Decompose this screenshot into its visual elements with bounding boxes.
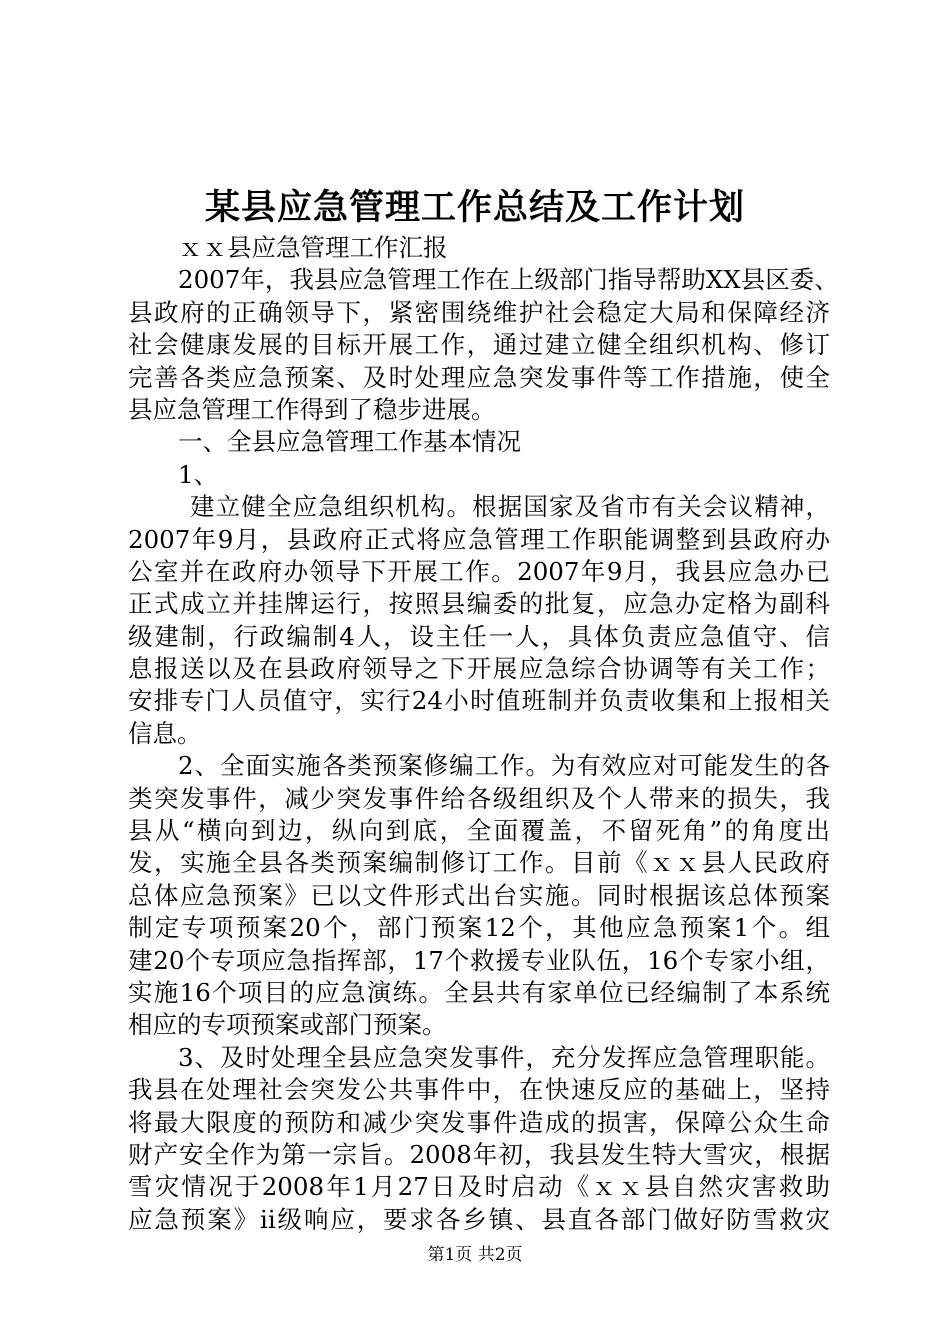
document-title: 某县应急管理工作总结及工作计划 [204,187,745,228]
paragraph-line: 发，实施全县各类预案编制修订工作。目前《ｘｘ县人民政府 [128,848,830,878]
paragraph-line: 级建制，行政编制4人，设主任一人，具体负责应急值守、信 [128,621,830,651]
paragraph-line: 2007年，我县应急管理工作在上级部门指导帮助XX县区委、 [178,265,839,295]
paragraph-line: 完善各类应急预案、及时处理应急突发事件等工作措施，使全 [128,362,830,392]
paragraph-line: 制定专项预案20个，部门预案12个，其他应急预案1个。组 [128,913,830,943]
paragraph-line: 信息。 [128,718,202,748]
paragraph-line: 建20个专项应急指挥部，17个救援专业队伍，16个专家小组， [128,945,830,975]
paragraph-line: 应急预案》ii级响应，要求各乡镇、县直各部门做好防雪救灾 [128,1204,830,1234]
paragraph-line: 相应的专项预案或部门预案。 [128,1010,447,1040]
document-body [128,232,839,1236]
paragraph-line: 社会健康发展的目标开展工作，通过建立健全组织机构、修订 [128,330,830,360]
paragraph-line: 雪灾情况于2008年1月27日及时启动《ｘｘ县自然灾害救助 [128,1172,830,1202]
paragraph-line: 总体应急预案》已以文件形式出台实施。同时根据该总体预案 [128,880,830,910]
paragraph-line: 2、全面实施各类预案修编工作。为有效应对可能发生的各 [178,751,830,781]
paragraph-line: 公室并在政府办领导下开展工作。2007年9月，我县应急办已 [128,556,830,586]
paragraph-line: 正式成立并挂牌运行，按照县编委的批复，应急办定格为副科 [128,589,830,619]
paragraph-line: 财产安全作为第一宗旨。2008年初，我县发生特大雪灾，根据 [128,1139,830,1169]
paragraph-line: 县从“横向到边，纵向到底，全面覆盖，不留死角”的角度出 [128,816,830,846]
paragraph-line: 将最大限度的预防和减少突发事件造成的损害，保障公众生命 [128,1107,830,1137]
paragraph-line: 息报送以及在县政府领导之下开展应急综合协调等有关工作； [128,654,830,684]
paragraph-line: 我县在处理社会突发公共事件中，在快速反应的基础上，坚持 [128,1075,830,1105]
paragraph-line: 县政府的正确领导下，紧密围绕维护社会稳定大局和保障经济 [128,297,830,327]
paragraph-line: 2007年9月，县政府正式将应急管理工作职能调整到县政府办 [128,524,830,554]
report-subtitle-line: ｘｘ县应急管理工作汇报 [178,233,448,262]
paragraph-line: 安排专门人员值守，实行24小时值班制并负责收集和上报相关 [128,686,830,716]
item-number-line: 1、 [178,459,219,489]
page-footer: 第1页 共2页 [427,1245,523,1265]
paragraph-line: 建立健全应急组织机构。根据国家及省市有关会议精神， [190,492,830,522]
paragraph-line: 县应急管理工作得到了稳步进展。 [128,394,496,424]
paragraph-line: 3、及时处理全县应急突发事件，充分发挥应急管理职能。 [178,1042,830,1072]
section-heading: 一、全县应急管理工作基本情况 [178,427,521,457]
paragraph-line: 类突发事件，减少突发事件给各级组织及个人带来的损失，我 [128,783,830,813]
paragraph-line: 实施16个项目的应急演练。全县共有家单位已经编制了本系统 [128,977,830,1007]
